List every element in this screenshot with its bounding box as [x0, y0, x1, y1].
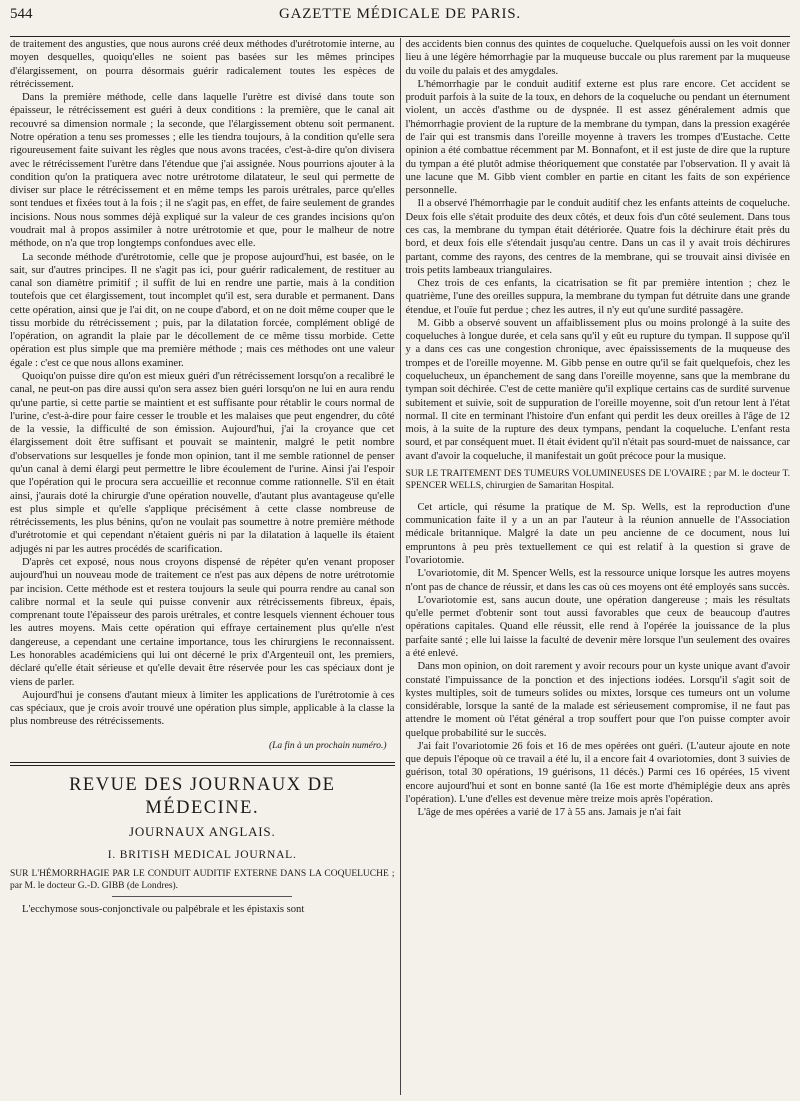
left-column	[10, 38, 395, 1095]
right-column	[405, 38, 790, 1095]
paragraph: Aujourd'hui je consens d'autant mieux à limiter les applications de l'urétrotomie à ces cas spéciaux, que je crois avoir trouvé une opération plus simple, applicable à la classe la plus nombreuse des rétrécissements.	[10, 689, 395, 728]
paragraph: L'âge de mes opérées a varié de 17 à 55 ans. Jamais je n'ai fait	[417, 807, 682, 819]
article-heading: SUR L'HÉMORRHAGIE PAR LE CONDUIT AUDITIF EXTERNE DANS LA COQUELUCHE ; par M. le docteur G.-D. GIBB (de Londres).	[10, 868, 395, 891]
section-subtitle: JOURNAUX ANGLAIS.	[129, 823, 276, 839]
paragraph: Cet article, qui résume la pratique de M. Sp. Wells, est la reproduction d'une communication faite il y a un an par l'auteur à la réunion annuelle de l'Association médicale britannique. Malgré la date un peu ancienne de ce document, nous lui empruntons à peu près textuellement ce qui est relatif à la question si grave de l'ovariotomie.	[405, 501, 790, 566]
paragraph: Il a observé l'hémorrhagie par le conduit auditif chez les enfants atteints de coqueluche. Deux fois elle s'était produite des deux côtés, et deux fois d'un côté seulement. Dans tous ces cas, la membrane du tympan était détériorée. Quatre fois la déchirure était près du bord, et deux fois elle s'étendait jusqu'au centre. Dans un cas il y avait trois déchirures partant, comme des rayons, des centres de la membrane, qui se trouvait ainsi divisée en trois petits lambeaux triangulaires.	[405, 198, 790, 276]
section-divider-thin	[10, 765, 395, 766]
page-header	[10, 6, 790, 37]
section-title: REVUE DES JOURNAUX DE MÉDECINE.	[69, 774, 336, 818]
article-divider	[112, 896, 292, 897]
column-rule	[400, 38, 401, 1095]
page-number: 544	[10, 6, 33, 22]
journal-masthead: GAZETTE MÉDICALE DE PARIS.	[279, 6, 521, 22]
paragraph: Dans la première méthode, celle dans laquelle l'urètre est divisé dans toute son épaisseur, le rétrécissement est guéri à deux conditions : la première, que le canal ait recouvré sa dimension normale ; la seconde, que l'élargissement obtenu soit permanent. Notre opération a tenu ses promesses ; elle les tiendra toujours, à la condition qu'elle sera rigoureusement faite suivant les règles que nous avons tracées, c'est-à-dire qu'on divisera avec le rétrécissement l'urètre dans l'étendue que j'ai assignée. Nous pourrions ajouter à la condition qu'on la pratiquera avec notre urétrotome dilatateur, le seul qui permette de diviser sur place le rétrécissement et en même temps les parois urétrales, parce qu'elles sont tendues et fixées tout à la fois ; il ne s'agit pas, en effet, de faire seulement de grandes incisions. Nous nous sommes déjà expliqué sur la valeur de ces grandes incisions qu'on voudrait mal à propos assimiler à notre urétrotomie et que, pour le malheur de notre méthode, on n'a que trop longtemps confondues avec elle.	[10, 92, 395, 250]
paragraph: Dans mon opinion, on doit rarement y avoir recours pour un kyste unique avant d'avoir constaté l'impuissance de la ponction et des injections iodées. Lorsqu'il s'agit soit de kystes multiples, soit de tumeurs solides ou mixtes, lorsque ces tumeurs ont un volume considérable, lorsque la santé de la malade est sérieusement compromise, il ne faut pas attendre le moment où l'état général a trop souffert pour que l'on puisse compter avoir quelque probabilité sur le succès.	[405, 661, 790, 739]
paragraph: Quoiqu'on puisse dire qu'on est mieux guéri d'un rétrécissement lorsqu'on a recalibré le canal, ne peut-on pas dire aussi qu'on sera assez bien guéri lorsqu'on ne lui en aura rendu qu'une partie, si cette partie se maintient et est suffisante pour rétablir le cours normal de l'urine, c'est-à-dire pour faire cesser le trouble et les malaises que peut engendrer, du côté de la vessie, la difficulté de son émission. Aujourd'hui, j'ai la croyance que cet élargissement doit être suffisant et pouvait se maintenir, malgré le petit nombre d'observations sur lesquelles je fonde mon opinion, tant il me semble rationnel de penser qu'un canal à demi élargi peut permettre le libre écoulement de l'urine. Ainsi j'ai l'espoir que l'opération qui le procura sera accueillie et reconnue comme rationnelle. S'il en était ainsi, j'aurais doté la chirurgie d'une opération nouvelle, d'autant plus avantageuse qu'elle est plus simple et qu'elle s'applique précisément à cette classe nombreuse de rétrécissements, les plus bénins, qu'on ne voulait pas soumettre à notre première méthode d'urétrotomie et qui cependant n'étaient guéris ni par la dilatation à laquelle ils étaient adjugés ni par les autres procédés de scarification.	[10, 371, 395, 555]
paragraph: L'ovariotomie, dit M. Spencer Wells, est la ressource unique lorsque les autres moyens n'ont pas de chance de réussir, et dans les cas où ces moyens ont été employés sans succès.	[405, 568, 790, 593]
paragraph: des accidents bien connus des quintes de coqueluche. Quelquefois aussi on les voit donner lieu à une légère hémorrhagie par la muqueuse buccale ou plus rarement par la muqueuse du voile du palais et des amygdales.	[405, 39, 790, 77]
paragraph: L'ovariotomie est, sans aucun doute, une opération dangereuse ; mais les résultats qu'elle permet d'obtenir sont tout aussi favorables que ceux de beaucoup d'autres opérations capitales. Quand elle réussit, elle rend à l'opérée la jouissance de la plus parfaite santé ; elle lui laisse la faculté de devenir mère lorsque l'un seulement des ovaires a été enlevé.	[405, 594, 790, 659]
columns	[10, 38, 790, 1095]
paragraph: Chez trois de ces enfants, la cicatrisation se fit par première intention ; chez le quatrième, l'une des oreilles suppura, la membrane du tympan fut détruite dans une grande étendue, et l'ouïe fut perdue ; chez les autres, il n'y eut qu'une surdité passagère.	[405, 278, 790, 316]
paragraph: de traitement des angusties, que nous aurons créé deux méthodes d'urétrotomie interne, au moyen desquelles, quoiqu'elles ne soient pas basées sur les mêmes principes d'élargissement, on pourra désormais guérir radicalement toutes les espèces de rétrécissement.	[10, 39, 395, 90]
section-divider	[10, 762, 395, 763]
paragraph: L'hémorrhagie par le conduit auditif externe est plus rare encore. Cet accident se produit parfois à la suite de la toux, en dehors de la coqueluche ou pendant un éternument violent, un accès d'asthme ou de dyspnée. Il est assez généralement admis que l'hémorrhagie provient de la rupture de la membrane du tympan, dans la pression exagérée de l'air qui est transmis dans l'oreille moyenne à travers les trompes d'Eustache. Cette opinion a été combattue récemment par M. Bonnafont, et il est juste de dire que la rupture du tympan a été plutôt admise théoriquement que constatée par l'observation. Il y avait là une lacune que M. Gibb vient combler en partie en citant les faits de son expérience personnelle.	[405, 78, 790, 197]
paragraph: D'après cet exposé, nous nous croyons dispensé de répéter qu'en venant proposer aujourd'hui un nouveau mode de traitement ce n'est pas aux dépens de notre urétrotomie par incision. Cette méthode est et restera toujours la seule qui pourra rendre au canal son calibre normal et la seule qui puisse convenir aux rétrécissements fibreux, épais, comprenant toute l'épaisseur des parois urétrales, et contre lesquels viennent échouer tous les autres moyens. Mais cette opération qui effraye certainement plus qu'elle n'est dangereuse, a cependant une certaine importance, tous les chirurgiens le reconnaissent. Les honorables académiciens qui lui ont décerné le prix d'Argenteuil ont, les premiers, déclaré qu'elle était sérieuse et qu'elle devait être réservée pour les cas spéciaux dont je viens de parler.	[10, 556, 395, 688]
paragraph: J'ai fait l'ovariotomie 26 fois et 16 de mes opérées ont guéri. (L'auteur ajoute en note que depuis l'époque où ce travail a été lu, il a encore fait 4 ovariotomies, dont 3 suivies de guérison, total 30 opérations, 19 guérisons, 11 décès.) Parmi ces 16 opérées, 15 vivent encore aujourd'hui et sont en bonne santé (la 16e est morte d'hémiplégie deux ans après l'opération). L'une d'elles est devenue mère treize mois après l'opération.	[405, 740, 790, 806]
paragraph: L'ecchymose sous-conjonctivale ou palpébrale et les épistaxis sont	[22, 903, 305, 915]
paragraph: M. Gibb a observé souvent un affaiblissement plus ou moins prolongé à la suite des coqueluches à longue durée, et cela sans qu'il y eût eu rupture du tympan. Il suppose qu'il y a dans ces cas une congestion chronique, avec épaississements de la muqueuse des trompes et de l'oreille moyenne. M. Gibb pense en outre qu'il se fait quelquefois, chez les coquelucheux, un épanchement de sang dans l'oreille moyenne, sans que la membrane du tympan soit déchirée. C'est de cette manière qu'il explique certains cas de surdité survenue subitement et suivie, soit de suppuration de l'oreille moyenne, soit d'un retour lent à l'état normal. Il cite en terminant l'histoire d'un enfant qui perdit les deux oreilles à l'âge de 12 mois, à la suite de la rupture des deux tympans, pendant la coqueluche. L'enfant resta sourd, et par conséquent muet. Il était évident qu'il n'était pas sourd-muet de naissance, car avant d'avoir la coqueluche, il manifestait un goût précoce pour la musique.	[405, 317, 790, 462]
paragraph: La seconde méthode d'urétrotomie, celle que je propose aujourd'hui, est basée, on le sait, sur d'autres principes. Il ne s'agit pas ici, pour guérir radicalement, de restituer au canal son diamètre primitif ; il suffit de lui en rendre une partie, mais à la condition toutefois que cet élargissement, tout incomplet qu'il est, sera durable et permanent. Dans cette opération, ainsi que je l'ai dit, on ne coupe d'abord, et on ne doit même couper que le tissu morbide du rétrécissement ; puis, par la dilatation forcée, complément obligé de l'opération, on agrandit la plaie par le décollement de ce même tissu morbide. Cette opération est plus simple que ma première méthode ; mais ces méthodes ont une valeur égale : c'est ce que nous allons examiner.	[10, 251, 395, 369]
journal-heading: I. BRITISH MEDICAL JOURNAL.	[107, 849, 297, 862]
article-heading: SUR LE TRAITEMENT DES TUMEURS VOLUMINEUSES DE L'OVAIRE ; par M. le docteur T. SPENCER WELLS, chirurgien de Samaritan Hospital.	[405, 469, 790, 491]
continuation-note: (La fin à un prochain numéro.)	[268, 740, 387, 751]
